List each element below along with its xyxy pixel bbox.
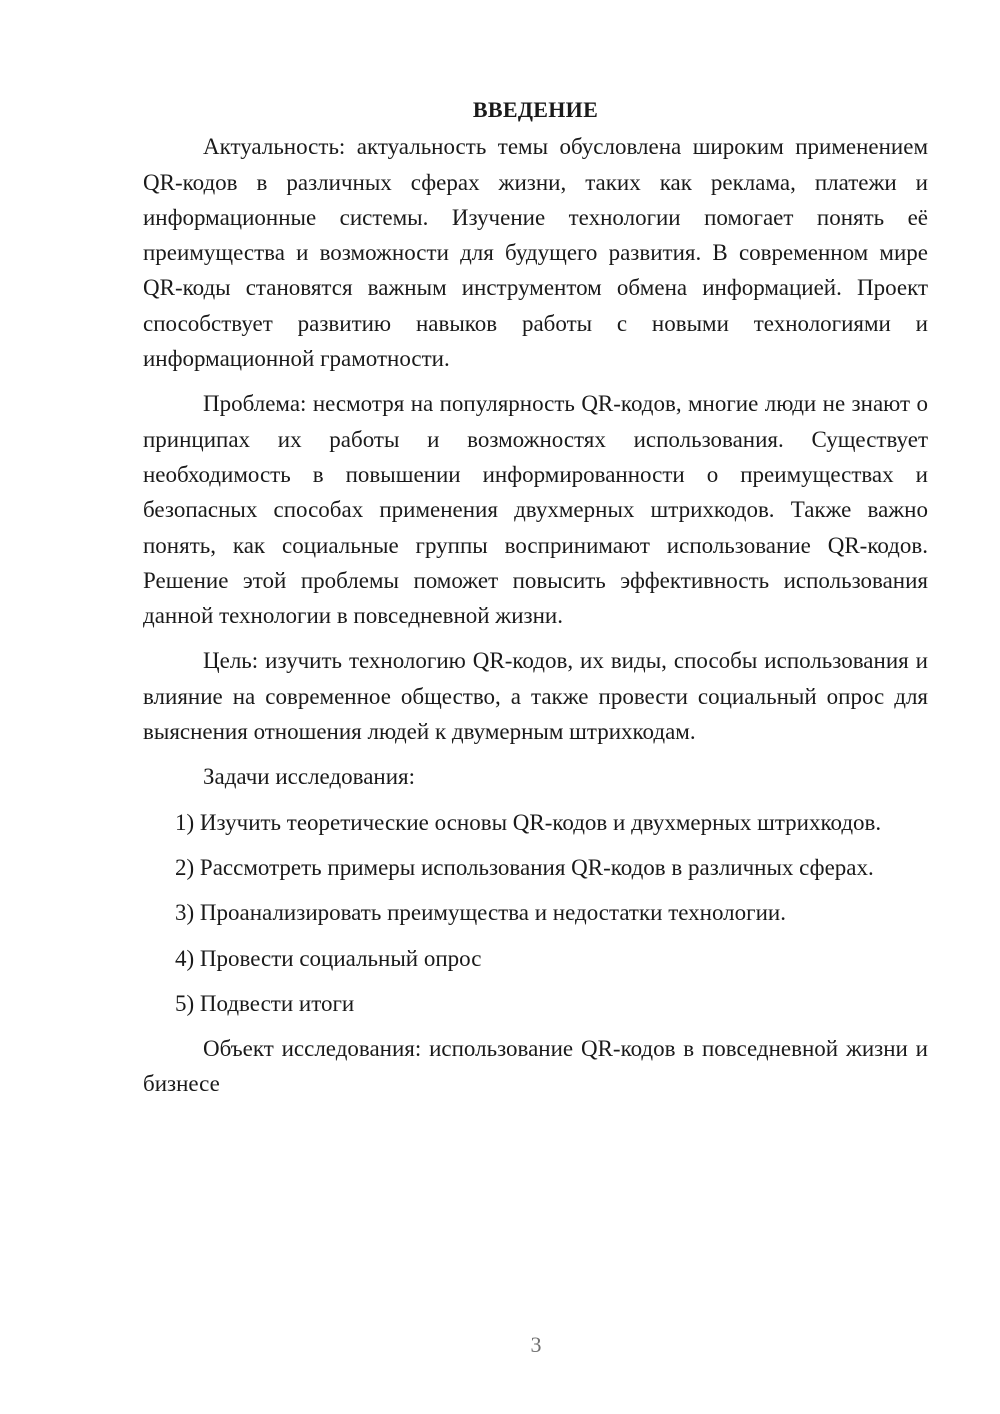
page-title: ВВЕДЕНИЕ — [472, 97, 599, 122]
list-item: 4) Провести социальный опрос — [175, 945, 482, 971]
relevance-paragraph: Актуальность: актуальность темы обусловлена широким применением QR-кодов в различных сферах жизни, таких как реклама, платежи и информационные системы. Изучение технологии помогает понять её преимущества и возможности для будущего развития. В современном мире QR-коды становятся важным инструментом обмена информацией. Проект способствует развитию навыков работы с новыми технологиями и информационной грамотности. — [143, 134, 928, 372]
document-page — [143, 92, 928, 1112]
list-item: 5) Подвести итоги — [175, 990, 355, 1016]
tasks-list — [143, 805, 928, 1021]
list-item: 1) Изучить теоретические основы QR-кодов и двухмерных штрихкодов. — [175, 809, 882, 835]
problem-paragraph: Проблема: несмотря на популярность QR-кодов, многие люди не знают о принципах их работы и возможностях использования. Существует необходимость в повышении информированности о преимуществах и безопасных способах применения двухмерных штрихкодов. Также важно понять, как социальные группы воспринимают использование QR-кодов. Решение этой проблемы поможет повысить эффективность использования данной технологии в повседневной жизни. — [143, 391, 928, 629]
tasks-heading: Задачи исследования: — [203, 764, 416, 790]
goal-paragraph: Цель: изучить технологию QR-кодов, их виды, способы использования и влияние на современное общество, а также провести социальный опрос для выяснения отношения людей к двумерным штрихкодам. — [143, 648, 928, 745]
list-item: 2) Рассмотреть примеры использования QR-кодов в различных сферах. — [175, 854, 874, 880]
list-item: 3) Проанализировать преимущества и недостатки технологии. — [175, 900, 786, 926]
page-number: 3 — [530, 1332, 542, 1357]
object-paragraph: Объект исследования: использование QR-кодов в повседневной жизни и бизнесе — [143, 1036, 928, 1097]
